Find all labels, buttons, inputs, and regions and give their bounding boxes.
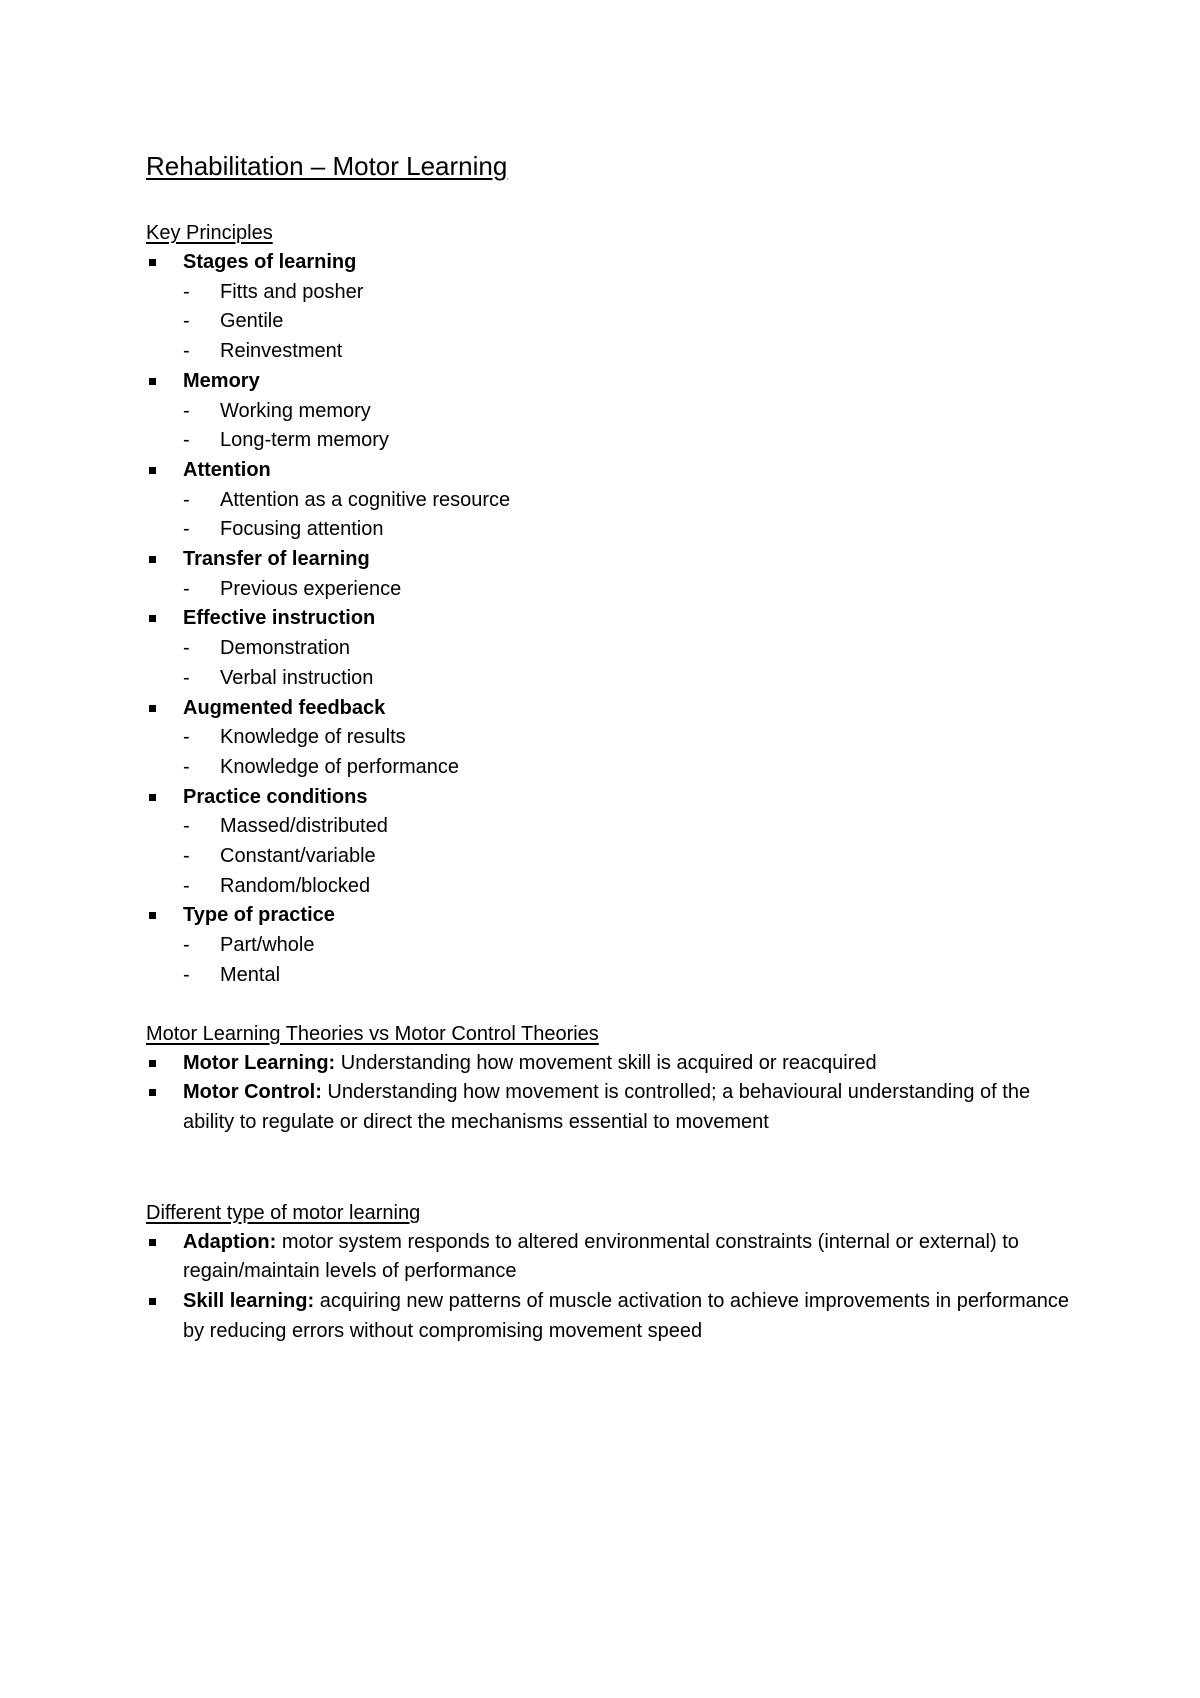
list-item	[146, 783, 1080, 902]
sub-list	[183, 812, 1080, 901]
term-label: Skill learning:	[183, 1290, 315, 1313]
sub-item: - Long-term memory	[183, 426, 1080, 456]
sub-item: - Random/blocked	[183, 872, 1080, 902]
list-item	[146, 694, 1080, 783]
principle-label: Memory	[183, 369, 260, 392]
theories-heading: Motor Learning Theories vs Motor Control Theories	[146, 1022, 599, 1045]
sub-item: - Focusing attention	[183, 515, 1080, 545]
sub-item: - Massed/distributed	[183, 812, 1080, 842]
list-item	[146, 1078, 1080, 1137]
sub-item: - Attention as a cognitive resource	[183, 486, 1080, 516]
list-item	[146, 604, 1080, 693]
sub-item: - Mental	[183, 961, 1080, 991]
principle-label: Effective instruction	[183, 607, 376, 630]
types-heading: Different type of motor learning	[146, 1201, 421, 1224]
term-definition: Understanding how movement skill is acquired or reacquired	[335, 1051, 877, 1074]
sub-item: - Verbal instruction	[183, 664, 1080, 694]
section-spacer	[146, 991, 1080, 1019]
list-item	[146, 545, 1080, 604]
list-item	[146, 1228, 1080, 1287]
principle-label: Type of practice	[183, 904, 335, 927]
list-item	[146, 1287, 1080, 1346]
list-item	[146, 367, 1080, 456]
page-title: Rehabilitation – Motor Learning	[146, 151, 508, 181]
sub-list	[183, 397, 1080, 456]
sub-list	[183, 723, 1080, 782]
sub-item: - Demonstration	[183, 634, 1080, 664]
term-definition: Understanding how movement is controlled; a behavioural understanding of the ability to regulate or direct the mechanisms essential to movement	[183, 1081, 1031, 1133]
sub-list	[183, 931, 1080, 990]
sub-item: - Working memory	[183, 397, 1080, 427]
term-label: Adaption:	[183, 1230, 277, 1253]
sub-item: - Knowledge of performance	[183, 753, 1080, 783]
sub-item: - Fitts and posher	[183, 278, 1080, 308]
list-item	[146, 1049, 1080, 1079]
principle-label: Practice conditions	[183, 785, 368, 808]
term-definition: acquiring new patterns of muscle activation to achieve improvements in performance by reducing errors without compromising movement speed	[183, 1290, 1069, 1342]
sub-item: - Reinvestment	[183, 337, 1080, 367]
sub-list	[183, 278, 1080, 367]
sub-list	[183, 575, 1080, 605]
sub-list	[183, 634, 1080, 693]
list-item	[146, 248, 1080, 367]
term-definition: motor system responds to altered environmental constraints (internal or external) to regain/maintain levels of performance	[183, 1230, 1019, 1283]
section-spacer	[146, 1138, 1080, 1198]
term-label: Motor Control:	[183, 1081, 322, 1104]
sub-list	[183, 486, 1080, 545]
principle-label: Stages of learning	[183, 251, 357, 273]
sub-item: - Constant/variable	[183, 842, 1080, 872]
sub-item: - Knowledge of results	[183, 723, 1080, 753]
sub-item: - Gentile	[183, 307, 1080, 337]
list-item	[146, 901, 1080, 990]
sub-item: - Part/whole	[183, 931, 1080, 961]
key-principles-list	[146, 248, 1080, 991]
list-item	[146, 456, 1080, 545]
principle-label: Attention	[183, 458, 271, 481]
principle-label: Transfer of learning	[183, 548, 370, 571]
term-label: Motor Learning:	[183, 1051, 336, 1074]
types-list	[146, 1228, 1080, 1347]
principle-label: Augmented feedback	[183, 696, 386, 719]
theories-list	[146, 1049, 1080, 1138]
key-principles-heading: Key Principles	[146, 222, 273, 244]
sub-item: - Previous experience	[183, 575, 1080, 605]
